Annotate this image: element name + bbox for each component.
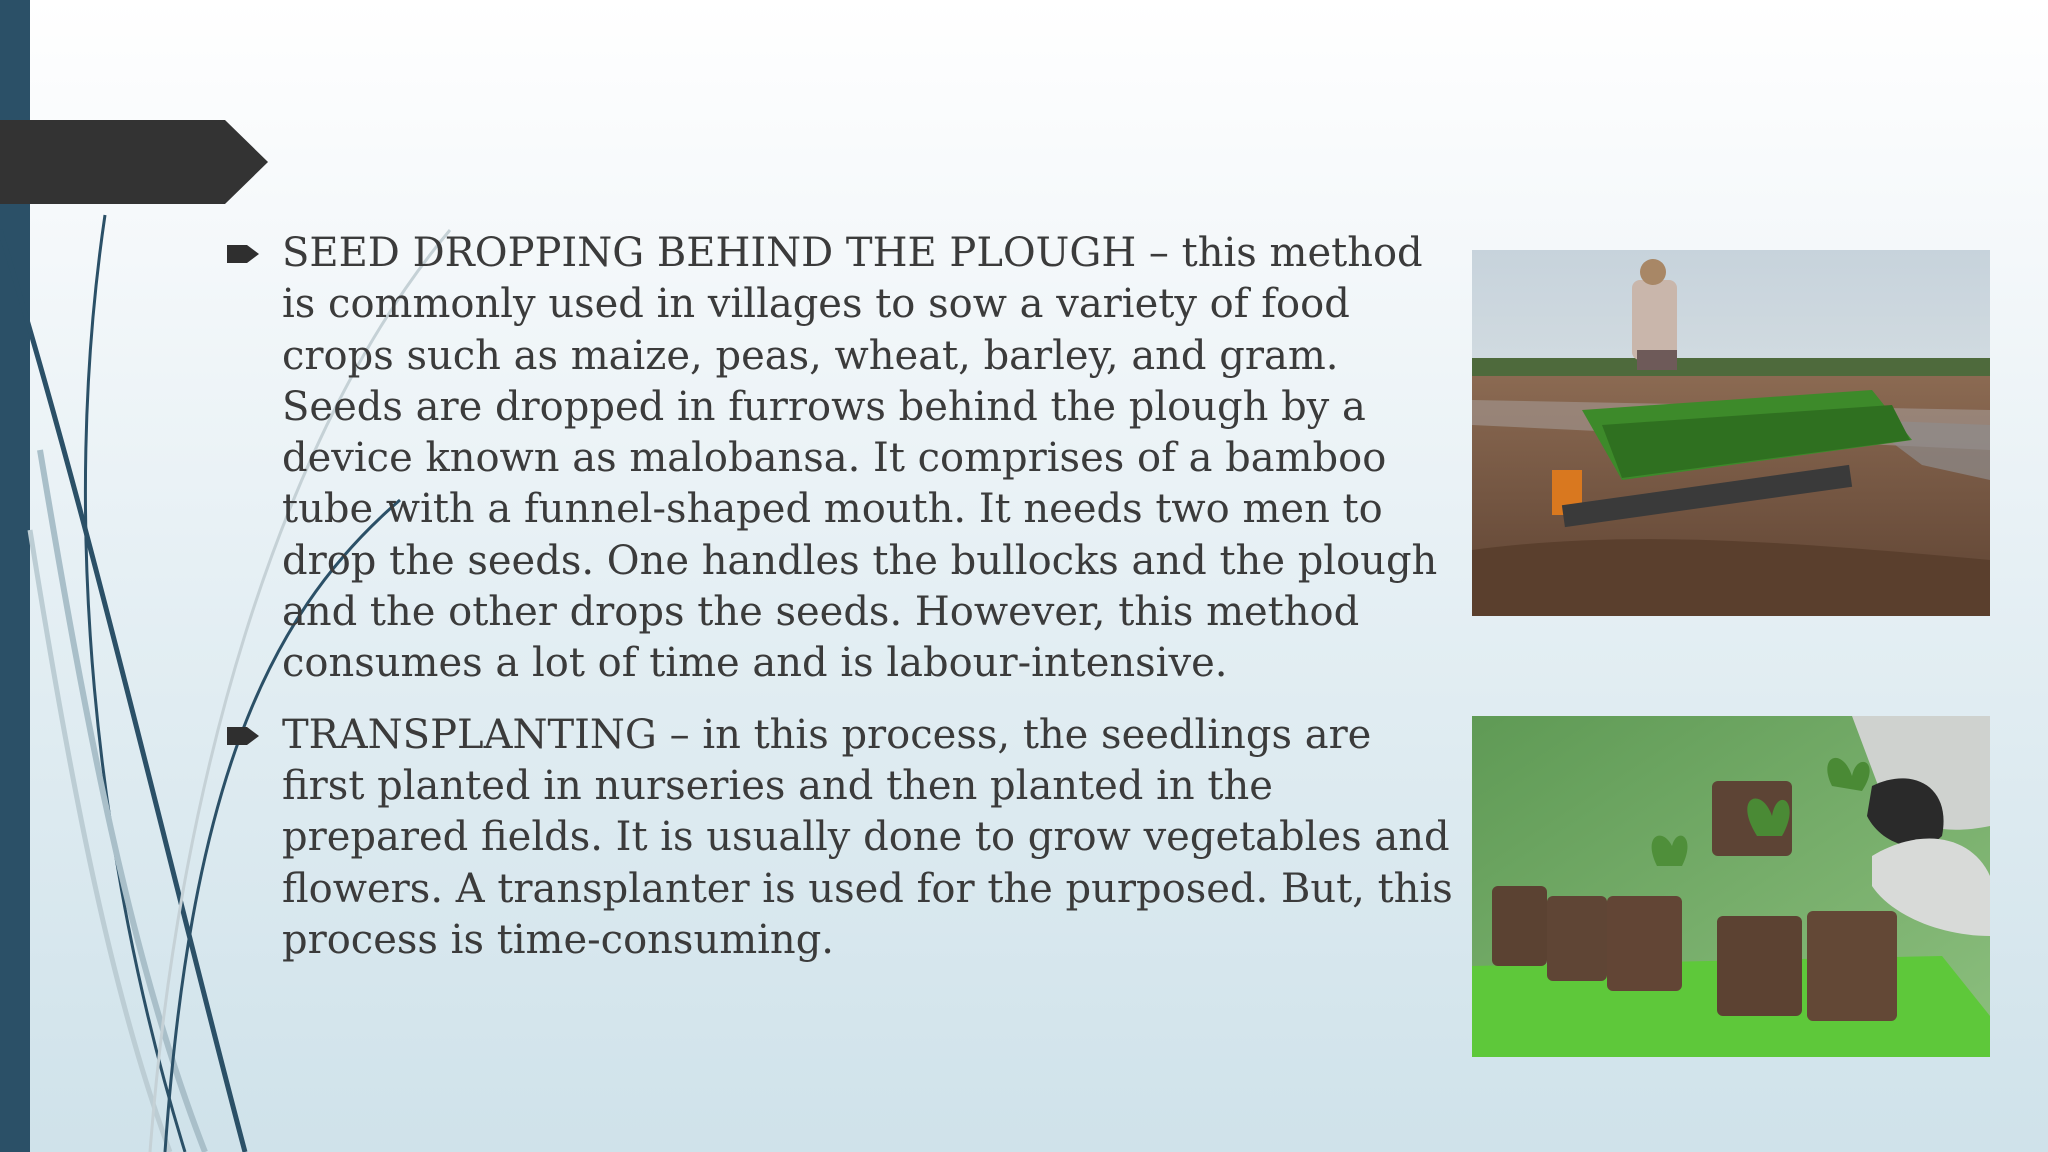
bullet-list: [222, 228, 1462, 986]
bullet-seed-dropping: [222, 228, 1462, 690]
bullet-text: SEED DROPPING BEHIND THE PLOUGH – this method is commonly used in villages to sow a variety of food crops such as maize, peas, wheat, barley, and gram. Seeds are dropped in furrows behind the plough by a device known as malobansa. It comprises of a bamboo tube with a funnel-shaped mouth. It needs two men to drop the seeds. One handles the bullocks and the plough and the other drops the seeds. However, this method consumes a lot of time and is labour-intensive.: [282, 230, 1438, 687]
rice-transplanter-photo: [1472, 250, 1990, 616]
arrow-bullet-icon: [227, 245, 259, 263]
seedling-pots-photo: [1472, 716, 1990, 1057]
arrow-bullet-icon: [227, 727, 259, 745]
bullet-transplanting: [222, 710, 1462, 966]
bullet-text: TRANSPLANTING – in this process, the seedlings are first planted in nurseries and then planted in the prepared fields. It is usually done to grow vegetables and flowers. A transplanter is used for the purposed. But, this process is time-consuming.: [282, 711, 1453, 963]
title-arrow-banner: [0, 120, 268, 204]
